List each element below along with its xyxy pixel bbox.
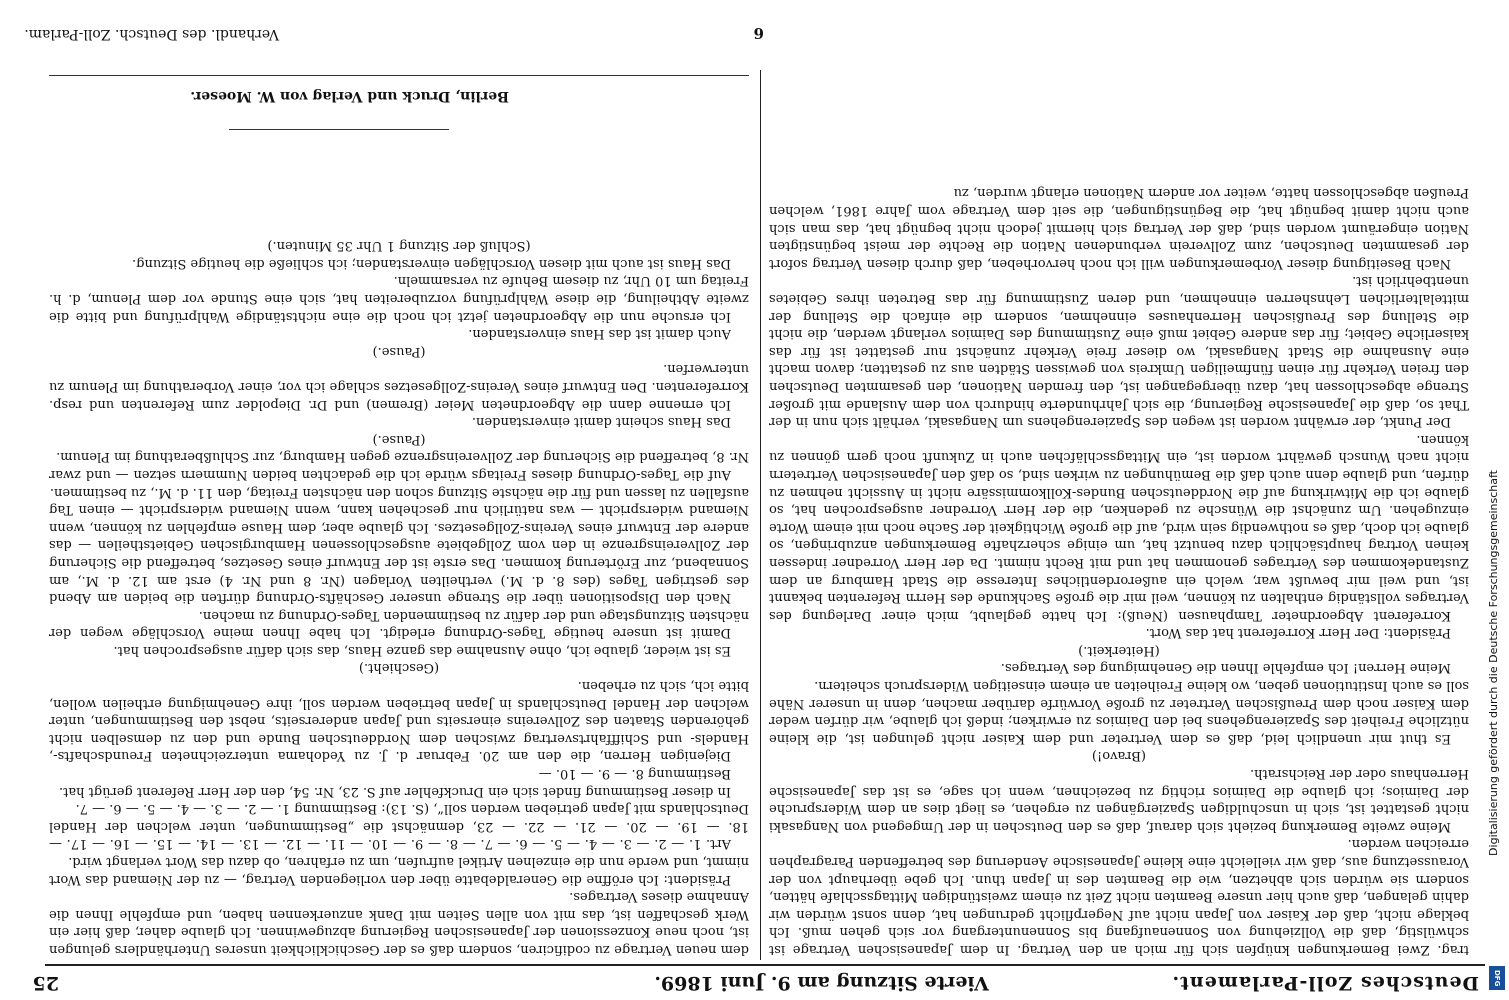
paragraph: Meine zweite Bemerkung bezieht sich darauf, daß es den Deutschen in der Umgegend von Nangasaki nicht gestattet ist, sich in unschuldigen Spaziergängen zu ergehen, es liegt dies an dem Widerspruche der Daimios; ich glaube die Daimios richtig zu bezeichnen, wenn ich sage, es ist das Japanesische Herrenhaus oder der Reichsrath. [769, 766, 1469, 834]
paragraph: Ich ersuche nun die Abgeordneten jetzt ich noch die eine nichtständige Wahlprüfung und bitte die zweite Abtheilung, die diese Wahlprüfung vorzubereiten hat, sich eine Stunde vor dem Plenum, d. h. Freitag um 10 Uhr, zu diesem Behufe zu versammeln. [49, 273, 749, 324]
paragraph: Bestimmung 8. — 9. — 10. — [538, 766, 731, 782]
paragraph: Auch damit ist das Haus einverstanden. [468, 326, 731, 342]
paragraph: dem neuen Vertrage zu codificiren, sondern daß es der Geschicklichkeit unseres Unterhändlers gelungen ist, noch neue Konzessionen der Japanesischen Regierung abzugewinnen. Ich glaube daher, daß hier ein Werk geschaffen ist, das mit von allen Seiten mit Dank anzuerkennen haben, und empfehle Ihnen die Annahme dieses Vertrages. [49, 889, 749, 957]
paragraph: Damit ist unsere heutige Tages-Ordnung erledigt. Ich habe Ihnen meine Vorschläge wegen der nächsten Sitzungstage und der dafür zu bestimmenden Tages-Ordnung zu machen. [49, 607, 749, 641]
paragraph: Das Haus ist auch mit diesen Vorschlägen einverstanden; ich schließe die heutige Sitzung. [132, 255, 731, 271]
footer-rule-2 [49, 75, 749, 76]
paragraph: Präsident: Ich eröffne die Generaldebatte über den vorliegenden Vertrag, — zu der Niemand das Wort nimmt, und werde nun die einzelnen Artikel aufrufen, um zu erfahren, ob dazu das Wort verlangt wird. [49, 854, 749, 887]
header-session: Vierte Sitzung am 9. Juni 1869. [654, 972, 989, 994]
page-mark: 6 [753, 24, 764, 42]
paragraph: Nach den Dispositionen über die Strenge unserer Geschäfts-Ordnung dürften die beiden am Abend des gestrigen Tages (des 8. d. M.) vertheilten Vorlagen (Nr. 8 und Nr. 4) erst am 12. d. M., am Sonnabend, zur Erörterung kommen. Das erste ist der Entwurf eines Gesetzes, betreffend die Sicherung der Zollvereinsgrenze in den vom Zollgebiete ausgeschlossenen Hamburgischen Gebietstheilen — das andere der Entwurf eines Vereins-Zollgesetzes. Ich glaube aber, dem Hause empfehlen zu können, wenn Niemand widerspricht — was natürlich nur geschehen kann, wenn Niemand widerspricht — einen Tag ausfallen zu lassen und für die nächste Sitzung schon den nächsten Freitag, den 11. d. M., zu bestimmen. [49, 484, 749, 606]
paragraph: Es ist wieder, glaube ich, ohne Ausnahme das ganze Haus, das sich dafür ausgesprochen hat. [113, 642, 731, 658]
page-number: 25 [32, 972, 59, 994]
paragraph: Präsident: Der Herr Korreferent hat das Wort. [1145, 625, 1451, 641]
signature-line: Verhandl. des Deutsch. Zoll-Parlam. [24, 26, 279, 42]
interjection: (Pause.) [372, 343, 426, 359]
paragraph: Diejenigen Herren, die den am 20. Februar d. J. zu Yedohama unterzeichneten Freundschafts-, Handels- und Schifffahrtsvertrag zwischen dem Norddeutschen Bunde und den zu demselben nicht gehörenden Staaten des Zollvereins einerseits und Japan andererseits, nebst den Bestimmungen, unter welchen der Handel Deutschlands in Japan betrieben werden soll, ihre Genehmigung ertheilen wollen, bitte ich, sich zu erheben. [49, 678, 749, 764]
footer-rule [229, 129, 449, 130]
paragraph: Nach Beseitigung dieser Vorbemerkungen will ich noch hervorheben, daß durch diesen Vertrag sofort der gesammten Deutschen, zum Zollverein verbundenen Nation die Rechte der meist begünstigten Nation eingeräumt worden sind, daß der Vertrag sich hiermit jedoch nicht begnügt hat, das man sich auch nicht damit begnügt hat, die Begünstigungen, die seit dem Vertrage vom Jahre 1861, welchen Preußen abgeschlossen hatte, weiter vor andern Nationen erlangt wurden, zu [769, 185, 1469, 271]
dfg-logo-icon: DFG [1489, 966, 1505, 990]
interjection: (Heiterkeit.) [1078, 642, 1160, 658]
paragraph: Auf die Tages-Ordnung dieses Freitags würde ich die gedachten beiden Nummern setzen — und zwar Nr. 8, betreffend die Sicherung der Zollvereinsgrenze gegen Hamburg, zur Schlußberathung im Plenum. [49, 449, 749, 482]
paragraph: Korreferent Abgeordneter Tamphausen (Neuß): Ich hatte geglaubt, mich einer Darlegung des Vertrages vollständig enthalten zu können, weil mir die große Sachkunde des Herrn Referenten bekannt ist, und weil mir bewußt war, welch ein außerordentliches Interesse die Stadt Hamburg an dem Zustandekommen des Vertrages genommen hat und mit Recht nimmt. Da der Herr Vorredner indessen keinen Vortrag hauptsächlich dazu benutzt hat, um einige scherzhafte Bemerkungen anzubringen, so glaube ich doch, daß es nothwendig sein wird, auf die große Wichtigkeit der Sache noch mit einem Worte einzugehen. Um zunächst die Wünsche zu gedenken, die der Herr Vorredner ausgesprochen hat, so glaube ich die Mitwirkung auf die Norddeutschen Bundes-Kollkommissäre nicht in Aussicht nehmen zu dürfen, und glaube denn auch daß die Bemühungen zu wirken sind, so daß den Japanesischen Vertretern nicht nach Wunsch gewährt worden ist, ein Mittagsschläfchen auch in Zukunft noch gern gönnen zu können. [769, 431, 1469, 623]
column-divider [760, 70, 761, 960]
dfg-strip [1487, 0, 1509, 1000]
paragraph: trag. Zwei Bemerkungen knüpfen sich für mich an den Vertrag. In dem Japanesischen Vertrage ist schwülstig, daß die Vollziehung von Sonnenaufgang bis Sonnenuntergang vor sich gehen muß. Ich beklage nicht, daß der Kaiser von Japan nicht auf Negerpflicht gedrungen hat, denn sonst würden wir dahin gelangen, daß auch hier unsere Beamten nicht Zeit zu einem zweistündigen Mittagsschlafe hätten, sondern sie würden sich abhetzen, wie die Beamten des in Japan thun. Ich gebe überhaupt von der Voraussetzung aus, daß wir vielleicht eine kleine Japanesische Aenderung des betreffenden Paragraphen erreichen werden. [769, 836, 1469, 957]
header-rule [45, 964, 1485, 966]
interjection: (Bravo!) [1091, 748, 1147, 764]
dfg-credit: Digitalisierung gefördert durch die Deutsche Forschungsgemeinschaft [1487, 470, 1500, 856]
paragraph: Es thut mir unendlich leid, daß es dem Vertreter und dem Kaiser nicht gelungen ist, die kleine nützliche Freiheit des Spazierengehens bei den Daimios zu erwirken; indeß ich glaube, wir dürfen weder dem Kaiser noch dem Preußischen Vertreter zu große Vorwürfe darüber machen, denn in unserer Nähe soll es auch Institutionen geben, wo kleine Freiheiten an einem einseitigen Widerspruch scheitern. [769, 678, 1469, 746]
header-title: Deutsches Zoll-Parlament. [1171, 972, 1479, 994]
paragraph: Ich ernenne dann die Abgeordneten Meier (Bremen) und Dr. Diepolder zum Referenten und resp. Korreferenten. Den Entwurf eines Vereins-Zollgesetzes schlage ich vor, einer Vorberathung im Plenum zu unterwerfen. [49, 361, 749, 412]
publisher-line: Berlin, Druck und Verlag von W. Moeser. [190, 88, 509, 104]
paragraph: Meine Herren! Ich empfehle Ihnen die Genehmigung des Vertrages. [1000, 660, 1451, 676]
interjection: (Geschieht.) [358, 660, 440, 676]
paragraph: Der Punkt, der erwähnt worden ist wegen des Spazierengehens um Nangasaki, verhält sich nun in der That so, daß die Japanesische Regierung, die sich Jahrhunderte hindurch von dem Auslande mit großer Strenge abgeschlossen hat, dazu übergegangen ist, den fremden Nationen, den gesammten Deutschen den freien Verkehr für einen fünfmeiligen Umkreis von gewissen Städten aus zu gestatten; davon macht eine Ausnahme die Stadt Nangasaki, wo dieser freie Verkehr zunächst nur gestattet ist für das kaiserliche Gebiet; für das andere Gebiet muß eine Zustimmung des Daimios verlangt werden, die nicht die Stellung des Preußischen Herrenhauses einnehmen, sondern die einfach die Stellung der mittelalterlichen Lehnsherren einnehmen, und deren Zustimmung für das Betreten ihres Gebietes unentbehrlich ist. [769, 273, 1469, 430]
interjection: (Pause.) [372, 431, 426, 447]
text-column-right [49, 168, 749, 958]
text-column-left [769, 78, 1469, 958]
paragraph: Das Haus scheint damit einverstanden. [471, 414, 731, 430]
paragraph: Art. 1. — 2. — 3. — 4. — 5. — 6. — 7. — 8. — 9. — 10. — 11. — 12. — 13. — 14. — 15. — 16. — 17. — 18. — 19. — 20. — 21. — 22. — 23, demnächst die „Bestimmungen, unter welchen der Handel Deutschlands mit Japan getrieben werden soll“, (S. 13): Bestimmung 1. — 2. — 3. — 4. — 5. — 6. — 7. [49, 801, 749, 852]
paragraph: In dieser Bestimmung findet sich ein Druckfehler auf S. 23, Nr. 54, den der Herr Referent gerügt hat. [59, 783, 731, 799]
closing-note: (Schluß der Sitzung 1 Uhr 35 Minuten.) [267, 238, 531, 254]
